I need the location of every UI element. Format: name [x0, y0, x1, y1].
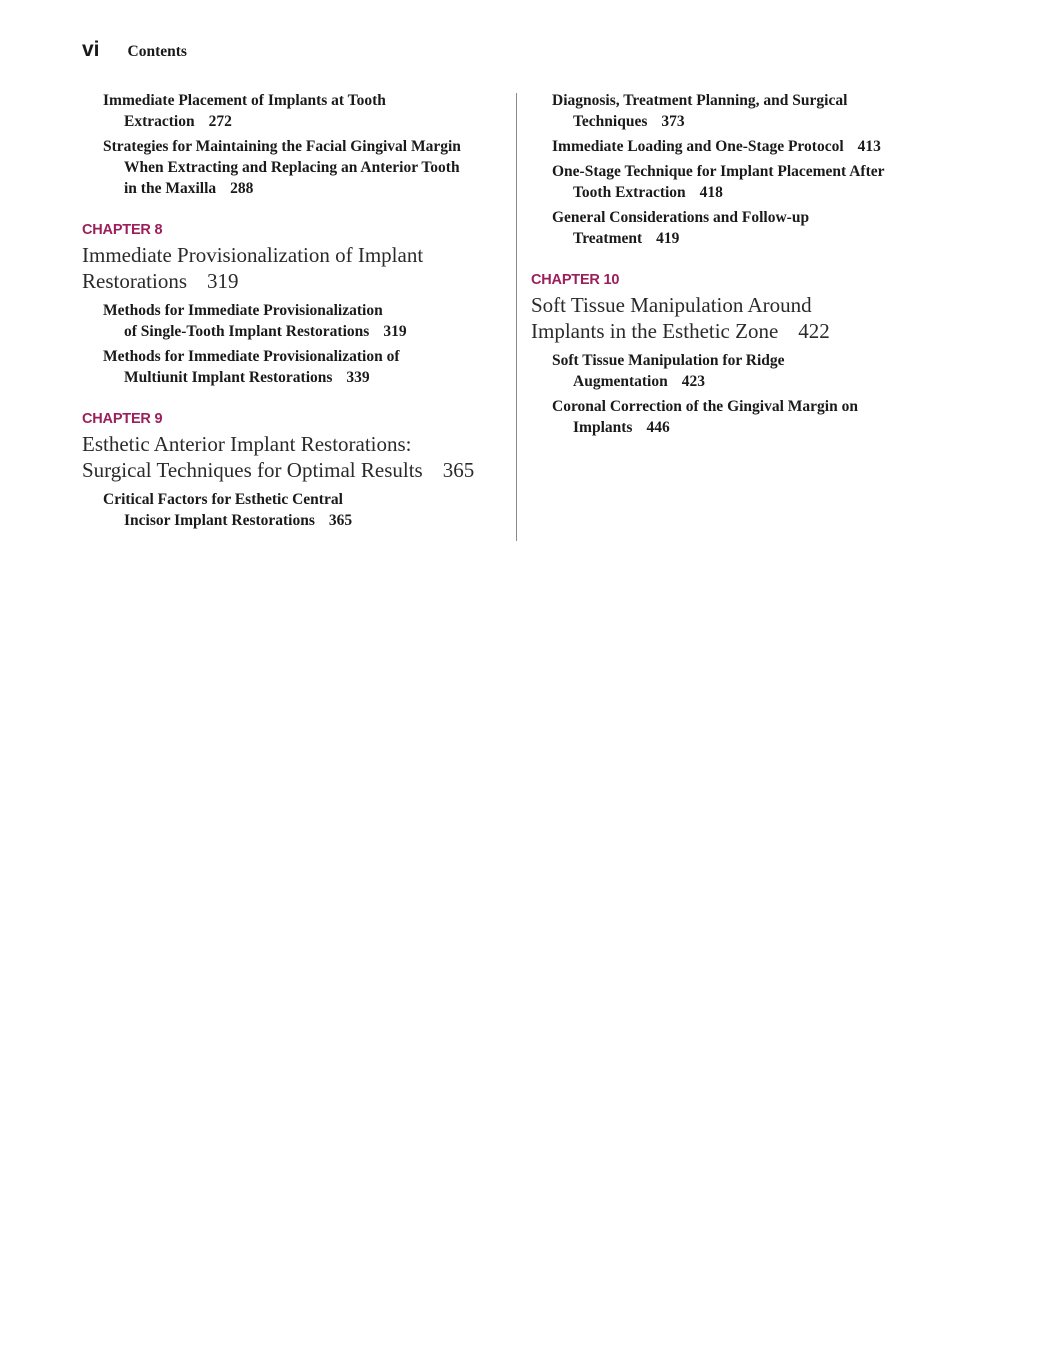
- entry-title: Multiunit Implant Restorations: [124, 369, 333, 386]
- toc-entry[interactable]: [103, 136, 502, 199]
- toc-entry[interactable]: [103, 90, 502, 132]
- chapter-page-number: 365: [442, 457, 475, 482]
- entry-title: Extraction: [124, 113, 195, 130]
- entry-title: of Single-Tooth Implant Restorations: [124, 323, 370, 340]
- entry-page-number: 373: [661, 113, 685, 130]
- entry-title: Augmentation: [573, 373, 668, 390]
- entry-title: Methods for Immediate Provisionalization of: [103, 348, 400, 365]
- toc-entry[interactable]: [552, 90, 931, 132]
- entry-page-number: 365: [328, 512, 353, 529]
- running-title: Contents: [127, 43, 187, 60]
- entry-title: Incisor Implant Restorations: [124, 512, 315, 529]
- entry-title: Tooth Extraction: [573, 184, 686, 201]
- entry-page-number: 418: [699, 184, 723, 201]
- toc-entry[interactable]: [103, 300, 502, 342]
- toc-entry[interactable]: [552, 207, 931, 249]
- chapter-title[interactable]: [82, 243, 502, 294]
- entry-page-number: 272: [208, 113, 232, 130]
- entry-title: Diagnosis, Treatment Planning, and Surgical: [552, 92, 848, 109]
- entry-page-number: 339: [346, 369, 370, 386]
- column-divider: [516, 93, 517, 541]
- entry-title: General Considerations and Follow-up: [552, 209, 810, 226]
- entry-title: Critical Factors for Esthetic Central: [103, 491, 343, 508]
- entry-title: Methods for Immediate Provisionalization: [103, 302, 383, 319]
- toc-entry[interactable]: [552, 350, 931, 392]
- entry-title: in the Maxilla: [124, 180, 217, 197]
- entry-title: One-Stage Technique for Implant Placement After: [552, 163, 885, 180]
- entry-page-number: 419: [656, 230, 680, 247]
- entry-page-number: 288: [230, 180, 254, 197]
- chapter-title-text: Implants in the Esthetic Zone: [531, 318, 779, 343]
- chapter-label: CHAPTER 9: [82, 411, 163, 427]
- chapter-title-text: Soft Tissue Manipulation Around: [531, 293, 812, 317]
- page-header: [82, 38, 187, 62]
- entry-page-number: 413: [857, 138, 881, 155]
- entry-title: Coronal Correction of the Gingival Margin on: [552, 398, 858, 415]
- chapter-title[interactable]: [531, 293, 931, 344]
- entry-title: Techniques: [573, 113, 648, 130]
- entry-page-number: 423: [681, 373, 705, 390]
- chapter-label: CHAPTER 10: [531, 272, 620, 288]
- toc-entry[interactable]: [103, 489, 502, 531]
- entry-title: Soft Tissue Manipulation for Ridge: [552, 352, 785, 369]
- entry-title: Immediate Placement of Implants at Tooth: [103, 92, 386, 109]
- entry-title: When Extracting and Replacing an Anterior Tooth: [124, 159, 460, 176]
- chapter-label: CHAPTER 8: [82, 222, 163, 238]
- toc-entry[interactable]: [552, 161, 931, 203]
- chapter-title-text: Esthetic Anterior Implant Restorations:: [82, 432, 412, 456]
- chapter-page-number: 319: [207, 268, 239, 293]
- chapter-title-text: Immediate Provisionalization of Implant: [82, 243, 424, 267]
- left-column: [82, 90, 502, 535]
- page-folio: vi: [82, 38, 100, 61]
- toc-entry[interactable]: [552, 396, 931, 438]
- entry-title: Treatment: [573, 230, 643, 247]
- chapter-title-text: Restorations: [82, 268, 187, 293]
- toc-entry[interactable]: [552, 136, 931, 157]
- entry-title: Immediate Loading and One-Stage Protocol: [552, 138, 844, 155]
- chapter-title[interactable]: [82, 432, 502, 483]
- entry-page-number: 446: [646, 419, 670, 436]
- toc-entry[interactable]: [103, 346, 502, 388]
- chapter-page-number: 422: [798, 318, 830, 343]
- entry-page-number: 319: [383, 323, 407, 340]
- entry-title: Implants: [573, 419, 633, 436]
- entry-title: Strategies for Maintaining the Facial Gingival Margin: [103, 138, 461, 155]
- chapter-title-text: Surgical Techniques for Optimal Results: [82, 457, 423, 482]
- right-column: [531, 90, 931, 442]
